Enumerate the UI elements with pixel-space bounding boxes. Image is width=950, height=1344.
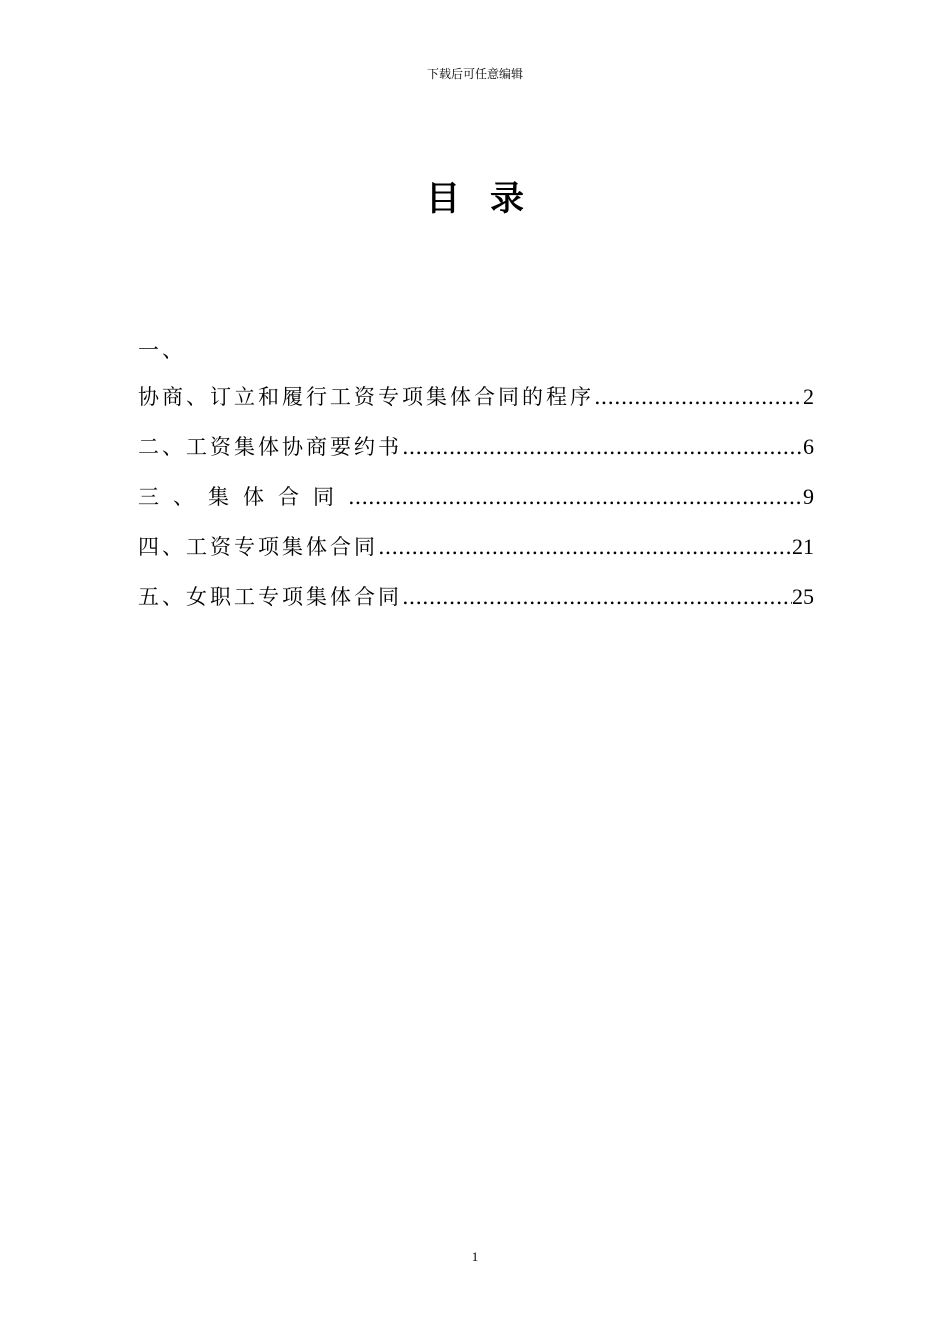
toc-entry-4[interactable] (138, 522, 814, 572)
toc-entry-1-prefix: 一、 (138, 338, 186, 362)
toc-entry-2-leader (402, 422, 803, 472)
page-title-char-2: 录 (490, 179, 524, 219)
toc-entry-5-page: 25 (792, 584, 814, 609)
toc-entry-1-leader (594, 372, 803, 422)
toc-entry-1[interactable] (138, 372, 814, 422)
toc-entry-2-page: 6 (803, 434, 814, 459)
toc-entry-3-leader (348, 472, 803, 522)
toc-entry-5-text: 五、女职工专项集体合同 (138, 585, 402, 609)
toc-entry-4-leader (378, 522, 792, 572)
page-title-char-1: 目 (426, 179, 460, 219)
page-title (0, 174, 950, 224)
toc-entry-3-page: 9 (803, 484, 814, 509)
header-note: 下载后可任意编辑 (426, 67, 523, 81)
table-of-contents (138, 328, 814, 622)
toc-entry-3[interactable] (138, 472, 814, 522)
toc-entry-2[interactable] (138, 422, 814, 472)
toc-entry-1-text: 协商、订立和履行工资专项集体合同的程序 (138, 385, 594, 409)
toc-entry-1-page: 2 (803, 384, 814, 409)
toc-entry-5-leader (402, 572, 792, 622)
toc-entry-5[interactable] (138, 572, 814, 622)
toc-entry-2-text: 二、工资集体协商要约书 (138, 435, 402, 459)
page-number: 1 (471, 1249, 479, 1264)
toc-entry-3-text: 三、集体合同 (138, 485, 348, 509)
toc-entry-4-page: 21 (792, 534, 814, 559)
toc-entry-4-text: 四、工资专项集体合同 (138, 535, 378, 559)
